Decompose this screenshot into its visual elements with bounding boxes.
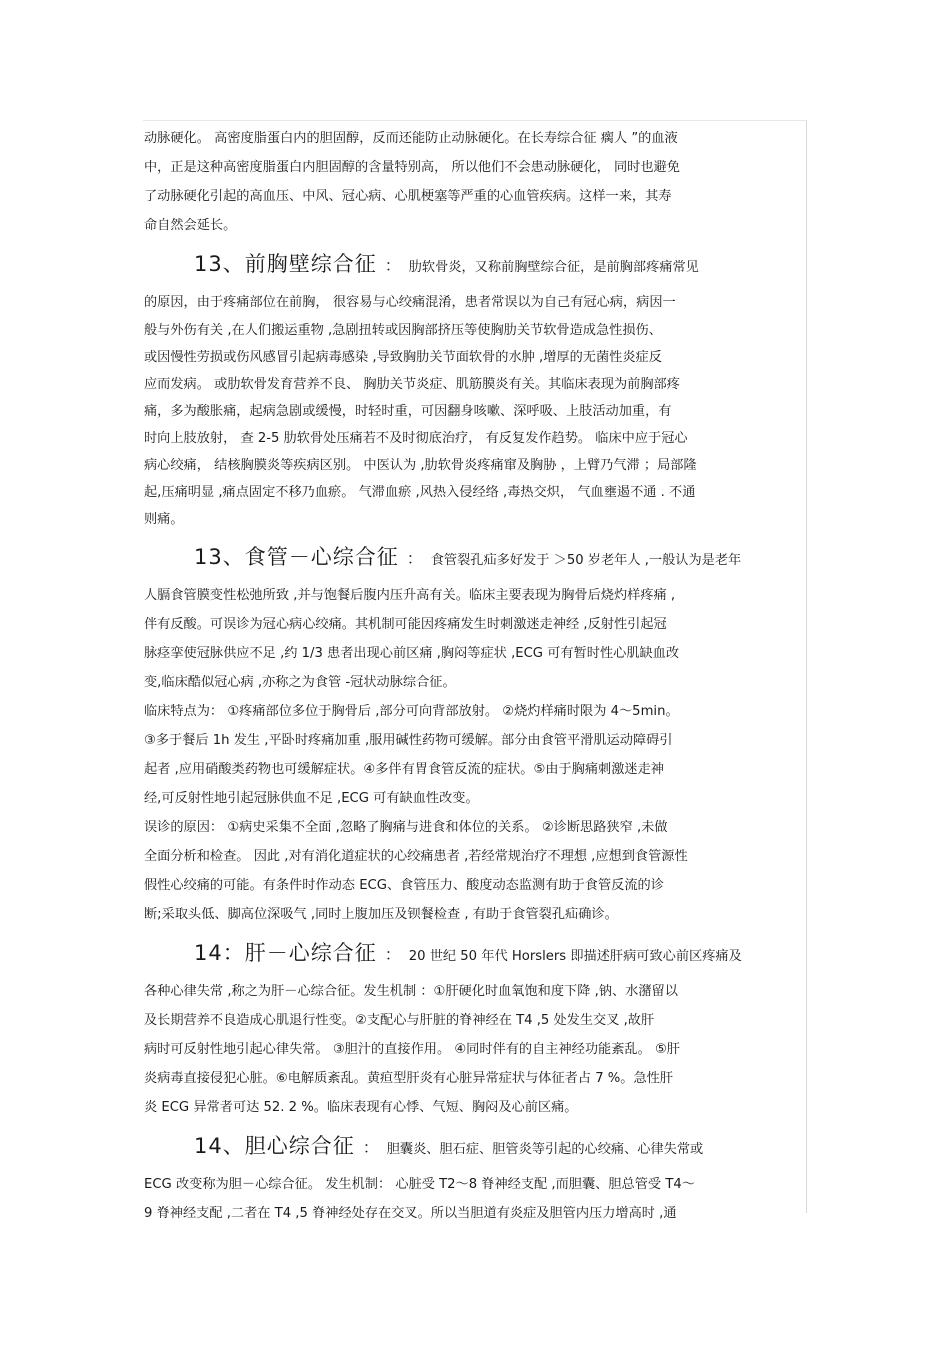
section-title: 13、前胸壁综合征 — [194, 252, 377, 276]
text-line: 或因慢性劳损或伤风感冒引起病毒感染 ,导致胸肋关节面软骨的水肿 ,增厚的无菌性炎症反 — [144, 350, 662, 365]
text-line: 痛，多为酸胀痛，起病急剧或缓慢，时轻时重，可因翻身咳嗽、深呼吸、上肢活动加重，有 — [144, 404, 672, 419]
section-colon: ： — [384, 945, 401, 964]
text-line: ③多于餐后 1h 发生 ,平卧时疼痛加重 ,服用碱性药物可缓解。部分由食管平滑肌运动障碍引 — [144, 733, 673, 748]
text-line: 假性心绞痛的可能。有条件时作动态 ECG、食管压力、酸度动态监测有助于食管反流的诊 — [144, 878, 664, 893]
text-line: 起者 ,应用硝酸类药物也可缓解症状。④多伴有胃食管反流的症状。⑤由于胸痛刺激迷走神 — [144, 762, 664, 777]
section-title: 13、食管－心综合征 — [194, 545, 399, 569]
text-line: 及长期营养不良造成心肌退行性变。②支配心与肝脏的脊神经在 T4 ,5 处发生交叉 ,故肝 — [144, 1013, 655, 1028]
section-title: 14：肝－心综合征 — [194, 941, 377, 965]
text-line: 炎病毒直接侵犯心脏。⑥电解质紊乱。黄疸型肝炎有心脏异常症状与体征者占 7 %。急性肝 — [144, 1071, 674, 1086]
section-heading — [144, 1122, 806, 1170]
text-line: ECG 改变称为胆－心综合征。 发生机制： 心脏受 T2～8 脊神经支配 ,而胆囊、胆总管受 T4～ — [144, 1177, 695, 1192]
text-line: 则痛。 — [144, 512, 184, 527]
text-line: 伴有反酸。可误诊为冠心病心绞痛。其机制可能因疼痛发生时刺激迷走神经 ,反射性引起冠 — [144, 617, 667, 632]
text-line: 9 脊神经支配 ,二者在 T4 ,5 脊神经处存在交叉。所以当胆道有炎症及胆管内压力增高时 ,通 — [144, 1206, 677, 1221]
document-body — [144, 124, 806, 1228]
text-line: 人膈食管膜变性松弛所致 ,并与饱餐后腹内压升高有关。临床主要表现为胸骨后烧灼样疼痛 , — [144, 588, 676, 603]
section-colon: ： — [362, 1138, 379, 1157]
section-lead: 肋软骨炎，又称前胸壁综合征，是前胸部疼痛常见 — [408, 260, 699, 275]
section-anterior-chest-wall — [144, 240, 806, 533]
intro-paragraph — [144, 124, 806, 240]
text-line: 应而发病。 或肋软骨发育营养不良、 胸肋关节炎症、肌筋膜炎有关。其临床表现为前胸部疼 — [144, 377, 680, 392]
text-line: 了动脉硬化引起的高血压、中风、冠心病、心肌梗塞等严重的心血管疾病。这样一来，其寿 — [144, 189, 672, 204]
section-lead: 食管裂孔疝多好发于 ＞50 岁老年人 ,一般认为是老年 — [430, 553, 742, 568]
text-line: 临床特点为： ①疼痛部位多位于胸骨后 ,部分可向背部放射。 ②烧灼样痛时限为 4～5min。 — [144, 704, 679, 719]
section-esophagus-heart — [144, 533, 806, 929]
section-gallbladder-heart — [144, 1122, 806, 1228]
text-line: 病时可反射性地引起心律失常。 ③胆汁的直接作用。 ④同时伴有的自主神经功能紊乱。 ⑤肝 — [144, 1042, 680, 1057]
section-lead: 胆囊炎、胆石症、胆管炎等引起的心绞痛、心律失常或 — [386, 1142, 704, 1157]
section-heading — [144, 240, 806, 288]
text-line: 炎 ECG 异常者可达 52. 2 %。临床表现有心悸、气短、胸闷及心前区痛。 — [144, 1100, 578, 1115]
text-line: 起,压痛明显 ,痛点固定不移乃血瘀。 气滞血瘀 ,风热入侵经络 ,毒热交炽， 气血壅遏不通 . 不通 — [144, 485, 696, 500]
text-line: 的原因，由于疼痛部位在前胸， 很容易与心绞痛混淆，患者常误以为自己有冠心病，病因一 — [144, 295, 676, 310]
text-line: 经,可反射性地引起冠脉供血不足 ,ECG 可有缺血性改变。 — [144, 791, 479, 806]
section-heading — [144, 533, 806, 581]
text-line: 时向上肢放射， 查 2-5 肋软骨处压痛若不及时彻底治疗， 有反复发作趋势。 临床中应于冠心 — [144, 431, 688, 446]
section-heading — [144, 929, 806, 977]
text-line: 断;采取头低、脚高位深吸气 ,同时上腹加压及钡餐检查 , 有助于食管裂孔疝确诊。 — [144, 907, 618, 922]
section-lead: 20 世纪 50 年代 Horslers 即描述肝病可致心前区疼痛及 — [408, 949, 742, 964]
section-title: 14、胆心综合征 — [194, 1134, 355, 1158]
text-line: 误诊的原因： ①病史采集不全面 ,忽略了胸痛与进食和体位的关系。 ②诊断思路狭窄 ,未做 — [144, 820, 668, 835]
text-line: 病心绞痛， 结核胸膜炎等疾病区别。 中医认为 ,肋软骨炎疼痛窜及胸胁 ，上臂乃气滞 ；局部隆 — [144, 458, 697, 473]
text-line: 各种心律失常 ,称之为肝－心综合征。发生机制 ：①肝硬化时血氧饱和度下降 ,钠、水潴留以 — [144, 984, 678, 999]
text-line: 命自然会延长。 — [144, 218, 237, 233]
section-colon: ： — [384, 256, 401, 275]
section-colon: ： — [406, 549, 423, 568]
section-liver-heart — [144, 929, 806, 1122]
text-line: 变,临床酷似冠心病 ,亦称之为食管 -冠状动脉综合征。 — [144, 675, 456, 690]
text-line: 中，正是这种高密度脂蛋白内胆固醇的含量特别高， 所以他们不会患动脉硬化， 同时也避免 — [144, 160, 680, 175]
text-line: 全面分析和检查。 因此 ,对有消化道症状的心绞痛患者 ,若经常规治疗不理想 ,应想到食管源性 — [144, 849, 688, 864]
text-line: 脉痉挛使冠脉供应不足 ,约 1/3 患者出现心前区痛 ,胸闷等症状 ,ECG 可有暂时性心肌缺血改 — [144, 646, 680, 661]
text-line: 般与外伤有关 ,在人们搬运重物 ,急剧扭转或因胸部挤压等使胸肋关节软骨造成急性损伤、 — [144, 323, 662, 338]
text-line: 动脉硬化。 高密度脂蛋白内的胆固醇，反而还能防止动脉硬化。在长寿综合征 瘸人 ”的血液 — [144, 131, 678, 146]
